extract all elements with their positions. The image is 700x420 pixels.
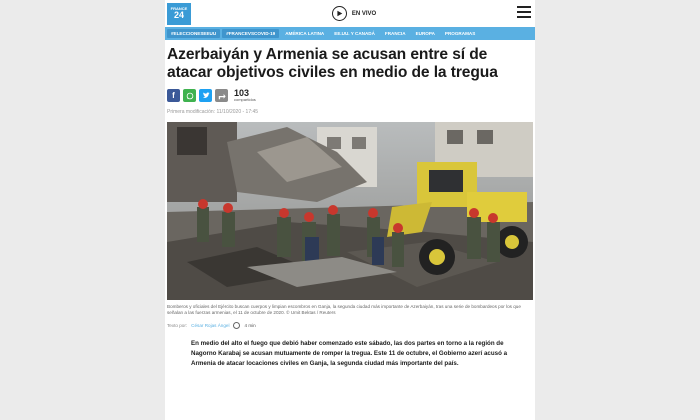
nav-item-covid[interactable]: #FRANCEVSCOVID-19	[222, 29, 279, 38]
article-photo	[167, 122, 533, 300]
article-lead: En medio del alto el fuego que debió haber comenzado este sábado, las dos partes en torno a la región de Nagorno Karabaj se acusan mutuamente de romper la tregua. Este 11 de octubre, el Gobierno azerí acusó a Armenia de atacar locaciones civiles en Ganja, la segunda ciudad más importante del país.	[191, 340, 508, 367]
article-title: Azerbaiyán y Armenia se acusan entre sí de atacar objetivos civiles en medio de la tregua	[167, 46, 498, 81]
play-icon	[332, 6, 347, 21]
share-icon[interactable]	[215, 89, 228, 102]
whatsapp-icon[interactable]	[183, 89, 196, 102]
facebook-icon[interactable]: f	[167, 89, 180, 102]
byline-prefix: Texto por:	[167, 323, 188, 328]
byline	[167, 322, 533, 329]
author-link[interactable]: César Rojas Ángel	[191, 323, 230, 328]
rubble-scene-image	[167, 122, 533, 300]
clock-icon	[233, 322, 240, 329]
nav-item-programas[interactable]: PROGRAMAS	[444, 31, 476, 36]
share-count-label: compartidos	[234, 97, 256, 102]
live-label: EN VIVO	[351, 10, 377, 17]
nav-item-francia[interactable]: FRANCIA	[384, 31, 406, 36]
logo-top-text: FRANCE	[170, 6, 188, 11]
live-button[interactable]	[332, 6, 376, 21]
article-content	[165, 40, 535, 369]
nav-item-elecciones[interactable]: #ELECCIONESEEUU	[167, 29, 220, 38]
share-counter	[234, 89, 256, 102]
share-bar	[167, 89, 533, 102]
modified-date: Primera modificación: 11/10/2020 - 17:45	[167, 109, 259, 115]
menu-icon[interactable]	[517, 5, 531, 23]
nav-item-america-latina[interactable]: AMÉRICA LATINA	[285, 31, 325, 36]
france24-logo[interactable]	[167, 3, 191, 25]
share-count: 103	[234, 88, 250, 98]
nav-item-eeuu-canada[interactable]: EE.UU. Y CANADÁ	[334, 31, 375, 36]
section-nav	[165, 27, 535, 40]
photo-caption: Bomberos y oficiales del Ejército buscan cuerpos y limpian escombros en Ganja, la segunda ciudad más importante de Azerbaiyán, tras una serie de bombardeos por los que señalan a las fuerzas armenias, el 11 de octubre de 2020. © Umit Bektas / Reuters	[167, 304, 521, 315]
read-time: 4 min	[244, 323, 256, 328]
nav-item-europa[interactable]: EUROPA	[415, 31, 435, 36]
twitter-icon[interactable]	[199, 89, 212, 102]
article-page	[165, 0, 535, 420]
top-bar	[165, 0, 535, 27]
logo-number: 24	[173, 10, 184, 20]
